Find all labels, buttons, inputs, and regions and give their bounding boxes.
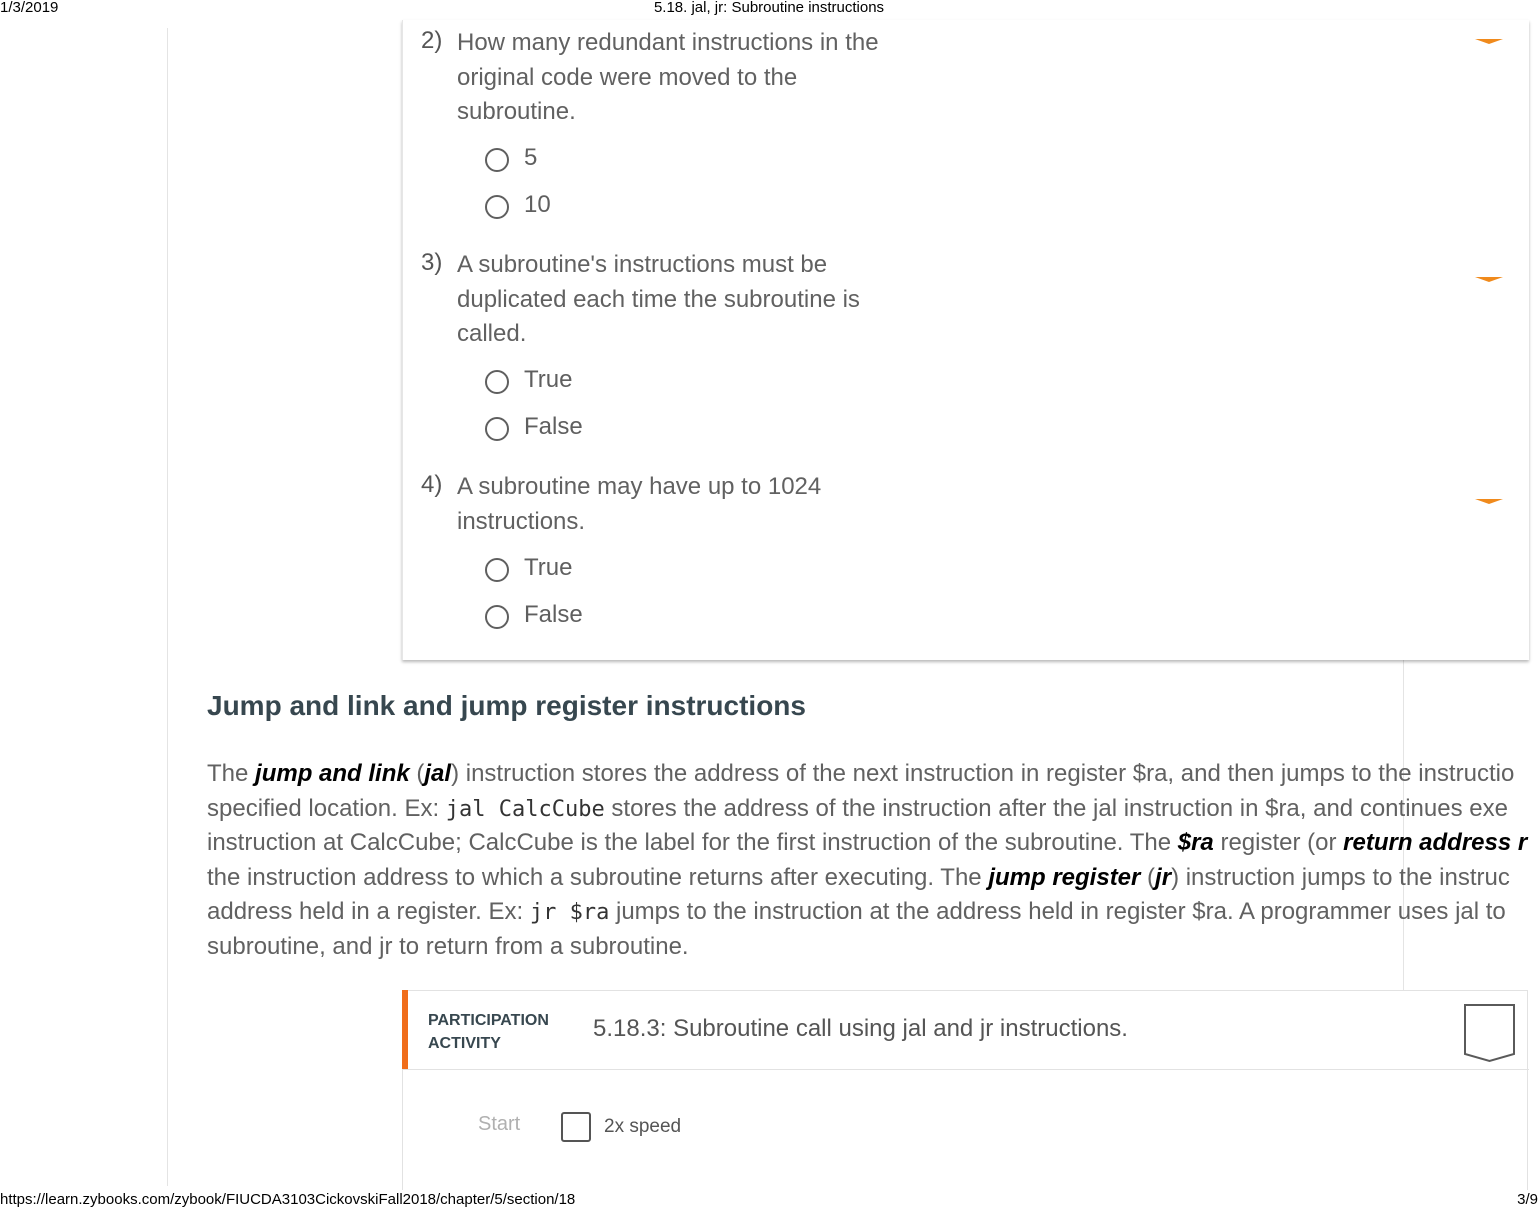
question-text — [457, 26, 917, 130]
term-ra: $ra — [1177, 829, 1214, 856]
paragraph-line — [207, 895, 1538, 930]
activity-type-line: ACTIVITY — [428, 1035, 501, 1052]
paragraph-line — [207, 792, 1538, 827]
text-run: instruction at CalcCube; CalcCube is the label for the first instruction of the subroutine. The — [207, 829, 1178, 856]
speed-label: 2x speed — [604, 1116, 682, 1137]
print-title: 5.18. jal, jr: Subroutine instructions — [653, 0, 885, 16]
question-text — [457, 248, 917, 352]
radio-button[interactable] — [485, 558, 509, 582]
question-number: 3) — [421, 249, 443, 276]
choice-label: True — [524, 554, 573, 581]
text-run: ( — [409, 760, 425, 787]
activity-type-label — [428, 1009, 549, 1055]
code-jal-calccube: jal CalcCube — [445, 796, 605, 822]
question-text-line: A subroutine may have up to 1024 — [457, 473, 822, 500]
text-run: jumps to the instruction at the address held in register $ra. A programmer uses jal to — [609, 898, 1506, 925]
question-text-line: How many redundant instructions in the — [457, 29, 879, 56]
activity-type-line: PARTICIPATION — [428, 1012, 549, 1029]
term-jump-register: jump register — [988, 863, 1141, 891]
paragraph-line — [207, 861, 1538, 896]
start-button[interactable]: Start — [478, 1113, 521, 1135]
choice-label: 5 — [524, 144, 538, 171]
term-jal: jal — [424, 760, 452, 787]
print-date: 1/3/2019 — [0, 0, 59, 16]
text-run: The — [207, 760, 256, 787]
question-text-line: duplicated each time the subroutine is — [457, 285, 860, 313]
section-paragraph — [207, 757, 1538, 964]
question-number: 4) — [421, 471, 443, 498]
choice-label: False — [524, 601, 583, 628]
participation-activity — [402, 990, 1528, 1190]
activity-title: 5.18.3: Subroutine call using jal and jr instructions. — [593, 1015, 1128, 1042]
text-run: address held in a register. Ex: — [207, 898, 530, 925]
text-run: ) instruction stores the address of the next instruction in register $ra, and then jumps to the instructio — [451, 760, 1515, 787]
text-run: ( — [1140, 863, 1156, 891]
text-run: ) instruction jumps to the instruc — [1171, 863, 1510, 891]
text-run: the instruction address to which a subroutine returns after executing. The — [207, 863, 989, 891]
question-text-line: A subroutine's instructions must be — [457, 251, 828, 278]
print-footer — [0, 1190, 1538, 1210]
content-left-border — [167, 28, 168, 1186]
speed-checkbox[interactable] — [561, 1112, 591, 1142]
paragraph-line — [207, 826, 1538, 861]
print-page-number: 3/9 — [1517, 1191, 1538, 1208]
question-text-line: original code were moved to the — [457, 63, 798, 91]
choice-label: False — [524, 413, 583, 440]
expand-marker-icon[interactable] — [1475, 277, 1503, 282]
expand-marker-icon[interactable] — [1475, 39, 1503, 44]
print-url: https://learn.zybooks.com/zybook/FIUCDA3103CickovskiFall2018/chapter/5/section/18 — [0, 1191, 576, 1208]
radio-button[interactable] — [485, 605, 509, 629]
paragraph-line: subroutine, and jr to return from a subroutine. — [207, 932, 689, 960]
term-jump-and-link: jump and link — [255, 760, 410, 787]
radio-button[interactable] — [485, 195, 509, 219]
question-text-line: called. — [457, 320, 527, 347]
activity-accent-bar — [402, 990, 408, 1069]
question-number: 2) — [421, 27, 443, 54]
choice-label: 10 — [524, 191, 551, 218]
text-run: specified location. Ex: — [207, 794, 446, 822]
quiz-card — [402, 20, 1529, 660]
question-text — [457, 470, 917, 539]
code-jr-ra: jr $ra — [529, 900, 610, 925]
radio-button[interactable] — [485, 370, 509, 394]
activity-header-divider — [403, 1069, 1529, 1070]
question-text-line: subroutine. — [457, 98, 576, 125]
radio-button[interactable] — [485, 417, 509, 441]
radio-button[interactable] — [485, 148, 509, 172]
term-return-address: return address r — [1343, 829, 1528, 856]
question-text-line: instructions. — [457, 507, 586, 535]
text-run: register (or — [1213, 829, 1344, 856]
paragraph-line — [207, 757, 1538, 792]
section-heading: Jump and link and jump register instructions — [207, 690, 806, 721]
choice-label: True — [524, 366, 573, 393]
text-run: stores the address of the instruction after the jal instruction in $ra, and continues exe — [604, 794, 1508, 822]
completion-badge-icon — [1463, 1003, 1517, 1063]
expand-marker-icon[interactable] — [1475, 499, 1503, 504]
term-jr: jr — [1155, 863, 1172, 891]
print-header — [0, 0, 1538, 16]
